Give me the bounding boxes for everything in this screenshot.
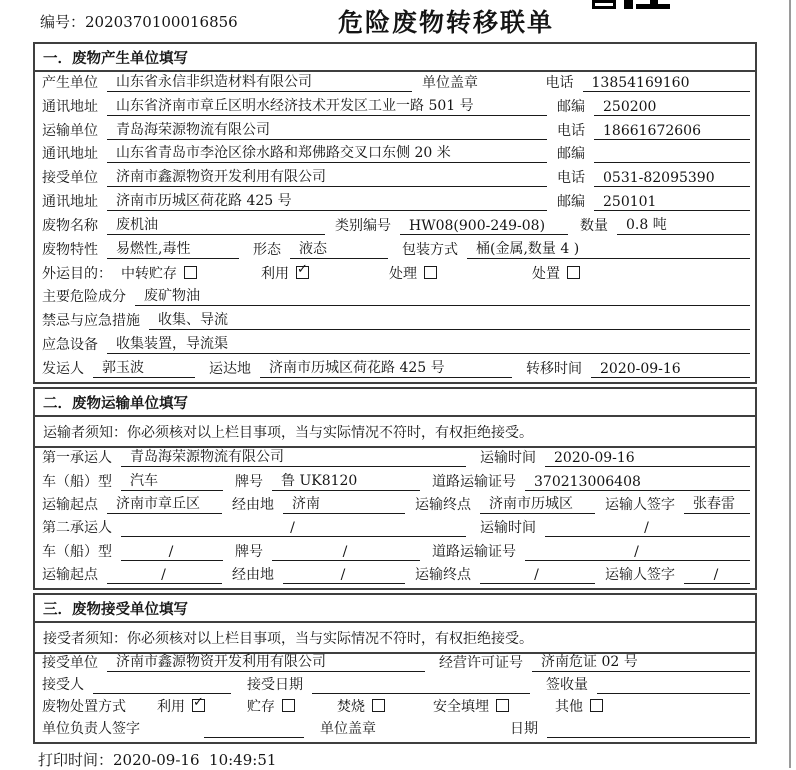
purpose-treat-checkbox [424, 266, 437, 279]
purpose-utilize-checkbox [296, 261, 309, 279]
carrier1-time-label: 运输时间 [480, 450, 536, 467]
receive-unit-label: 接受单位 [42, 655, 98, 671]
route1-via-value: 济南 [283, 493, 405, 514]
vehicle2-label: 车（船）型 [42, 543, 112, 560]
signature-date-label: 日期 [510, 721, 538, 737]
producer-address-value: 山东省济南市章丘区明水经济技术开发区工业一路 501 号 [107, 95, 547, 116]
purpose-option-dispose [532, 263, 580, 283]
dispatch-sender-label: 发运人 [42, 360, 84, 377]
route1-end-label: 运输终点 [415, 496, 471, 513]
receiver-zip-value: 250101 [594, 194, 750, 211]
receiver-address-label: 通讯地址 [42, 194, 98, 211]
disposal-utilize-checkbox [192, 695, 205, 712]
purpose-option-utilize-label: 利用 [261, 265, 289, 282]
route2-origin-value: / [107, 567, 222, 584]
purpose-dispose-checkbox [567, 266, 580, 279]
receive-unit-value: 济南市鑫源物资开发利用有限公司 [107, 651, 425, 672]
dispatch-row [35, 358, 755, 382]
disposal-option-other-label: 其他 [555, 699, 583, 715]
waste-qty-value: 0.8 吨 [617, 214, 750, 235]
route2-origin-label: 运输起点 [42, 566, 98, 583]
section-receive-title: 三．废物接受单位填写 [35, 595, 755, 623]
receive-person-label: 接受人 [42, 677, 84, 693]
emergency-measures-label: 禁忌与应急措施 [42, 313, 140, 330]
transporter-value: 青岛海荣源物流有限公司 [107, 119, 547, 140]
vehicle1-row [35, 471, 755, 494]
checkbox-mark: ✓ [297, 261, 308, 277]
disposal-option-landfill [433, 696, 509, 716]
hazard-label: 主要危险成分 [42, 289, 126, 306]
receive-qty-label: 签收量 [546, 677, 588, 693]
receive-person-value [93, 693, 231, 694]
hazard-value: 废矿物油 [135, 285, 750, 306]
license-label: 经营许可证号 [439, 655, 523, 671]
transporter-address-row [35, 144, 755, 168]
serial-number-line [40, 11, 238, 32]
receive-date-label: 接受日期 [247, 677, 303, 693]
transporter-phone-label: 电话 [557, 122, 585, 139]
page-edge-divider [789, 0, 791, 768]
route1-origin-label: 运输起点 [42, 496, 98, 513]
route2-end-label: 运输终点 [415, 566, 471, 583]
producer-seal-label: 单位盖章 [422, 74, 478, 91]
waste-form-label: 形态 [253, 241, 281, 258]
receiver-phone-value: 0531-82095390 [594, 170, 750, 187]
carrier2-value: / [121, 520, 466, 537]
checkbox-mark: ✓ [193, 695, 204, 710]
section-producer [33, 42, 757, 384]
purpose-label: 外运目的： [42, 265, 112, 282]
vehicle2-value: / [121, 544, 223, 561]
dispatch-time-label: 转移时间 [526, 360, 582, 377]
route1-origin-value: 济南市章丘区 [107, 493, 222, 514]
purpose-option-transfer-storage-label: 中转贮存 [121, 265, 177, 282]
purpose-row [35, 263, 755, 287]
carrier1-time-value: 2020-09-16 [545, 450, 750, 467]
receiver-value: 济南市鑫源物资开发利用有限公司 [107, 166, 547, 187]
disposal-option-other [555, 696, 603, 716]
disposal-landfill-checkbox [496, 699, 509, 712]
signature-date-value [547, 737, 750, 738]
route2-sign-label: 运输人签字 [605, 566, 675, 583]
purpose-option-dispose-label: 处置 [532, 265, 560, 282]
waste-category-value: HW08(900-249-08) [400, 218, 568, 235]
transporter-zip-value [594, 162, 750, 163]
hazard-row [35, 287, 755, 311]
transporter-row [35, 120, 755, 144]
vehicle1-value: 汽车 [121, 470, 223, 491]
producer-value: 山东省永信非织造材料有限公司 [107, 71, 412, 92]
route1-row [35, 495, 755, 518]
vehicle1-plate-label: 牌号 [235, 473, 263, 490]
waste-name-row [35, 215, 755, 239]
emergency-equipment-value: 收集装置，导流渠 [107, 333, 750, 354]
packing-label: 包装方式 [402, 241, 458, 258]
route1-via-label: 经由地 [232, 496, 274, 513]
carrier1-row [35, 448, 755, 471]
section-transport [33, 387, 757, 590]
print-time-line [38, 749, 276, 770]
disposal-option-store-label: 贮存 [247, 699, 275, 715]
serial-number: 2020370100016856 [85, 13, 238, 31]
section-producer-title: 一．废物产生单位填写 [35, 44, 755, 72]
producer-phone-value: 13854169160 [583, 75, 751, 92]
route2-sign-value: / [684, 567, 750, 584]
purpose-option-utilize [261, 263, 309, 283]
waste-qty-label: 数量 [580, 217, 608, 234]
receive-unit-row [35, 654, 755, 676]
producer-label: 产生单位 [42, 74, 98, 91]
waste-name-label: 废物名称 [42, 217, 98, 234]
receiver-address-value: 济南市历城区荷花路 425 号 [107, 190, 547, 211]
purpose-transfer-storage-checkbox [184, 266, 197, 279]
producer-zip-label: 邮编 [557, 98, 585, 115]
route2-via-label: 经由地 [232, 566, 274, 583]
signature-seal-label: 单位盖章 [320, 721, 376, 737]
page-title: 危险废物转移联单 [338, 8, 555, 37]
disposal-label: 废物处置方式 [42, 699, 126, 715]
route2-end-value: / [480, 567, 595, 584]
waste-character-label: 废物特性 [42, 241, 98, 258]
dispatch-sender-value: 郭玉波 [93, 357, 195, 378]
waste-character-row [35, 239, 755, 263]
receiver-row [35, 167, 755, 191]
route1-sign-value: 张春雷 [684, 493, 750, 514]
purpose-option-treat [389, 263, 437, 283]
route1-sign-label: 运输人签字 [605, 496, 675, 513]
producer-zip-value: 250200 [594, 99, 750, 116]
disposal-option-utilize-label: 利用 [157, 699, 185, 715]
carrier2-label: 第二承运人 [42, 520, 112, 537]
purpose-option-transfer-storage [121, 263, 197, 283]
waste-character-value: 易燃性,毒性 [107, 238, 239, 259]
waste-form-value: 液态 [290, 238, 388, 259]
carrier1-label: 第一承运人 [42, 450, 112, 467]
signature-row [35, 720, 755, 742]
disposal-option-incinerate [337, 696, 385, 716]
disposal-option-landfill-label: 安全填埋 [433, 699, 489, 715]
section-transport-title: 二．废物运输单位填写 [35, 389, 755, 417]
section-receive [33, 593, 757, 744]
dispatch-time-value: 2020-09-16 [591, 361, 750, 378]
dispatch-dest-value: 济南市历城区荷花路 425 号 [260, 357, 512, 378]
disposal-other-checkbox [590, 699, 603, 712]
transporter-address-label: 通讯地址 [42, 146, 98, 163]
qr-code-icon [592, 0, 672, 9]
disposal-option-store [247, 696, 295, 716]
transporter-label: 运输单位 [42, 122, 98, 139]
packing-value: 桶(金属,数量 4 ) [467, 238, 750, 259]
vehicle2-permit-label: 道路运输证号 [432, 543, 516, 560]
producer-row [35, 72, 755, 96]
receiver-zip-label: 邮编 [557, 194, 585, 211]
route2-row [35, 565, 755, 588]
transporter-address-value: 山东省青岛市李沧区徐水路和郑佛路交叉口东侧 20 米 [107, 142, 547, 163]
purpose-option-treat-label: 处理 [389, 265, 417, 282]
vehicle2-plate-label: 牌号 [235, 543, 263, 560]
route1-end-value: 济南市历城区 [480, 493, 595, 514]
license-value: 济南危证 02 号 [532, 651, 750, 672]
vehicle1-permit-value: 370213006408 [525, 474, 750, 491]
transporter-zip-label: 邮编 [557, 146, 585, 163]
emergency-equipment-label: 应急设备 [42, 337, 98, 354]
transporter-phone-value: 18661672606 [594, 123, 750, 140]
vehicle1-plate-value: 鲁 UK8120 [272, 470, 420, 491]
emergency-measures-row [35, 310, 755, 334]
waste-name-value: 废机油 [107, 214, 325, 235]
dispatch-dest-label: 运达地 [209, 360, 251, 377]
receiver-address-row [35, 191, 755, 215]
vehicle1-permit-label: 道路运输证号 [432, 473, 516, 490]
vehicle2-row [35, 541, 755, 564]
disposal-incinerate-checkbox [372, 699, 385, 712]
emergency-measures-value: 收集、导流 [149, 309, 750, 330]
vehicle2-permit-value: / [525, 544, 750, 561]
receive-date-value [312, 693, 530, 694]
receiver-label: 接受单位 [42, 170, 98, 187]
route2-via-value: / [283, 567, 405, 584]
disposal-store-checkbox [282, 699, 295, 712]
receive-qty-value [597, 693, 750, 694]
serial-label: 编号： [40, 13, 86, 31]
receive-notice: 接受者须知：你必须核对以上栏目事项，当与实际情况不符时，有权拒绝接受。 [35, 623, 755, 654]
signature-value [204, 737, 304, 738]
disposal-row [35, 695, 755, 720]
print-time-value: 2020-09-16 10:49:51 [113, 751, 277, 769]
carrier2-time-label: 运输时间 [480, 520, 536, 537]
disposal-option-utilize [157, 696, 205, 716]
producer-address-label: 通讯地址 [42, 98, 98, 115]
carrier1-value: 青岛海荣源物流有限公司 [121, 446, 466, 467]
receiver-phone-label: 电话 [557, 170, 585, 187]
emergency-equipment-row [35, 334, 755, 358]
producer-phone-label: 电话 [545, 74, 574, 91]
signature-label: 单位负责人签字 [42, 721, 140, 737]
carrier2-row [35, 518, 755, 541]
transport-notice: 运输者须知：你必须核对以上栏目事项，当与实际情况不符时，有权拒绝接受。 [35, 417, 755, 448]
disposal-option-incinerate-label: 焚烧 [337, 699, 365, 715]
print-time-label: 打印时间： [38, 751, 114, 769]
receive-person-row [35, 676, 755, 698]
carrier2-time-value: / [545, 520, 750, 537]
vehicle1-label: 车（船）型 [42, 473, 112, 490]
vehicle2-plate-value: / [272, 544, 420, 561]
producer-address-row [35, 96, 755, 120]
waste-category-label: 类别编号 [335, 217, 391, 234]
